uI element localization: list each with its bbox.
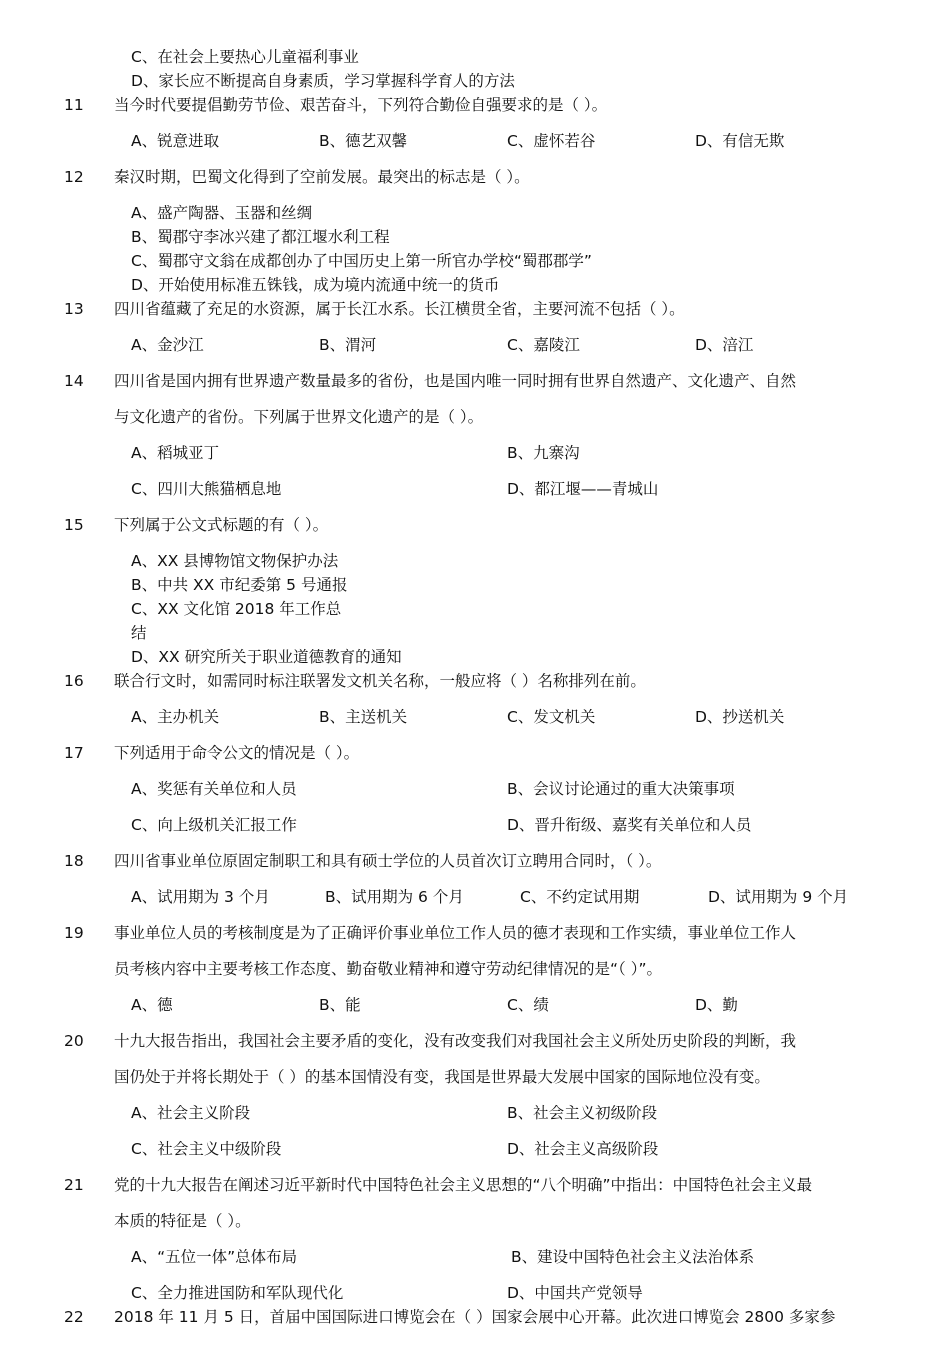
question-number: 15 [64,516,84,534]
option-c: C、全力推进国防和军队现代化 [131,1284,344,1302]
option-a: A、试用期为 3 个月 [131,888,270,906]
option-b: B、会议讨论通过的重大决策事项 [507,780,735,798]
question-stem: 本质的特征是（ ）。 [114,1212,251,1230]
option-c: C、四川大熊猫栖息地 [131,480,282,498]
question-number: 17 [64,744,84,762]
option-c: C、绩 [507,996,549,1014]
question-stem: 事业单位人员的考核制度是为了正确评价事业单位工作人员的德才表现和工作实绩，事业单位工作人 [114,924,797,942]
option-b: B、德艺双馨 [319,132,408,150]
option-a: A、“五位一体”总体布局 [131,1248,298,1266]
option-a: A、锐意进取 [131,132,220,150]
question-number: 22 [64,1308,84,1326]
question-stem: 秦汉时期，巴蜀文化得到了空前发展。最突出的标志是（ ）。 [114,168,530,186]
option-c: C、社会主义中级阶段 [131,1140,282,1158]
question-number: 14 [64,372,84,390]
question-stem: 下列属于公文式标题的有（ ）。 [114,516,329,534]
option-d: D、XX 研究所关于职业道德教育的通知 [131,648,402,666]
question-stem: 十九大报告指出，我国社会主要矛盾的变化，没有改变我们对我国社会主义所处历史阶段的判断，我 [114,1032,797,1050]
option-d: D、勤 [695,996,738,1014]
option-d: D、抄送机关 [695,708,785,726]
option-a: A、德 [131,996,173,1014]
option-d: D、有信无欺 [695,132,785,150]
question-stem: 四川省事业单位原固定制职工和具有硕士学位的人员首次订立聘用合同时，（ ）。 [114,852,662,870]
option-c: C、蜀郡守文翁在成都创办了中国历史上第一所官办学校“蜀郡郡学” [131,252,592,270]
option-c: C、XX 文化馆 2018 年工作总 [131,600,342,618]
option-d: D、晋升衔级、嘉奖有关单位和人员 [507,816,752,834]
question-number: 12 [64,168,84,186]
option-c: C、发文机关 [507,708,596,726]
option-c: C、向上级机关汇报工作 [131,816,297,834]
option-b: B、能 [319,996,361,1014]
question-number: 16 [64,672,84,690]
option-text: D、家长应不断提高自身素质，学习掌握科学育人的方法 [131,72,515,90]
option-d: D、中国共产党领导 [507,1284,643,1302]
option-a: A、稻城亚丁 [131,444,220,462]
option-b: B、主送机关 [319,708,408,726]
option-a: A、社会主义阶段 [131,1104,251,1122]
question-number: 19 [64,924,84,942]
option-d: D、社会主义高级阶段 [507,1140,659,1158]
option-a: A、XX 县博物馆文物保护办法 [131,552,339,570]
question-stem: 当今时代要提倡勤劳节俭、艰苦奋斗，下列符合勤俭自强要求的是（ ）。 [114,96,608,114]
option-b: B、建设中国特色社会主义法治体系 [511,1248,755,1266]
option-b: B、中共 XX 市纪委第 5 号通报 [131,576,348,594]
question-number: 11 [64,96,84,114]
option-a: A、盛产陶器、玉器和丝绸 [131,204,313,222]
question-number: 21 [64,1176,84,1194]
question-number: 20 [64,1032,84,1050]
option-b: B、九寨沟 [507,444,580,462]
question-stem: 国仍处于并将长期处于（ ）的基本国情没有变，我国是世界最大发展中国家的国际地位没有变。 [114,1068,770,1086]
option-b: B、试用期为 6 个月 [325,888,464,906]
option-c: C、不约定试用期 [520,888,640,906]
question-stem: 下列适用于命令公文的情况是（ ）。 [114,744,360,762]
option-c-wrap: 结 [131,624,147,642]
question-stem: 员考核内容中主要考核工作态度、勤奋敬业精神和遵守劳动纪律情况的是“（ ）”。 [114,960,662,978]
option-a: A、奖惩有关单位和人员 [131,780,297,798]
option-d: D、涪江 [695,336,754,354]
option-text: C、在社会上要热心儿童福利事业 [131,48,359,66]
option-b: B、蜀郡守李冰兴建了都江堰水利工程 [131,228,390,246]
option-c: C、嘉陵江 [507,336,580,354]
option-a: A、主办机关 [131,708,220,726]
option-d: D、开始使用标准五铢钱，成为境内流通中统一的货币 [131,276,500,294]
question-stem: 四川省是国内拥有世界遗产数量最多的省份，也是国内唯一同时拥有世界自然遗产、文化遗产、自然 [114,372,797,390]
option-d: D、都江堰——青城山 [507,480,659,498]
question-stem: 与文化遗产的省份。下列属于世界文化遗产的是（ ）。 [114,408,484,426]
question-stem: 党的十九大报告在阐述习近平新时代中国特色社会主义思想的“八个明确”中指出：中国特色社会主义最 [114,1176,813,1194]
question-stem: 2018 年 11 月 5 日，首届中国国际进口博览会在（ ）国家会展中心开幕。此次进口博览会 2800 多家参 [114,1308,836,1326]
option-b: B、渭河 [319,336,377,354]
option-c: C、虚怀若谷 [507,132,596,150]
option-b: B、社会主义初级阶段 [507,1104,658,1122]
question-stem: 联合行文时，如需同时标注联署发文机关名称，一般应将（ ）名称排列在前。 [114,672,646,690]
question-number: 13 [64,300,84,318]
option-a: A、金沙江 [131,336,204,354]
question-number: 18 [64,852,84,870]
option-d: D、试用期为 9 个月 [708,888,849,906]
question-stem: 四川省蕴藏了充足的水资源，属于长江水系。长江横贯全省，主要河流不包括（ ）。 [114,300,685,318]
